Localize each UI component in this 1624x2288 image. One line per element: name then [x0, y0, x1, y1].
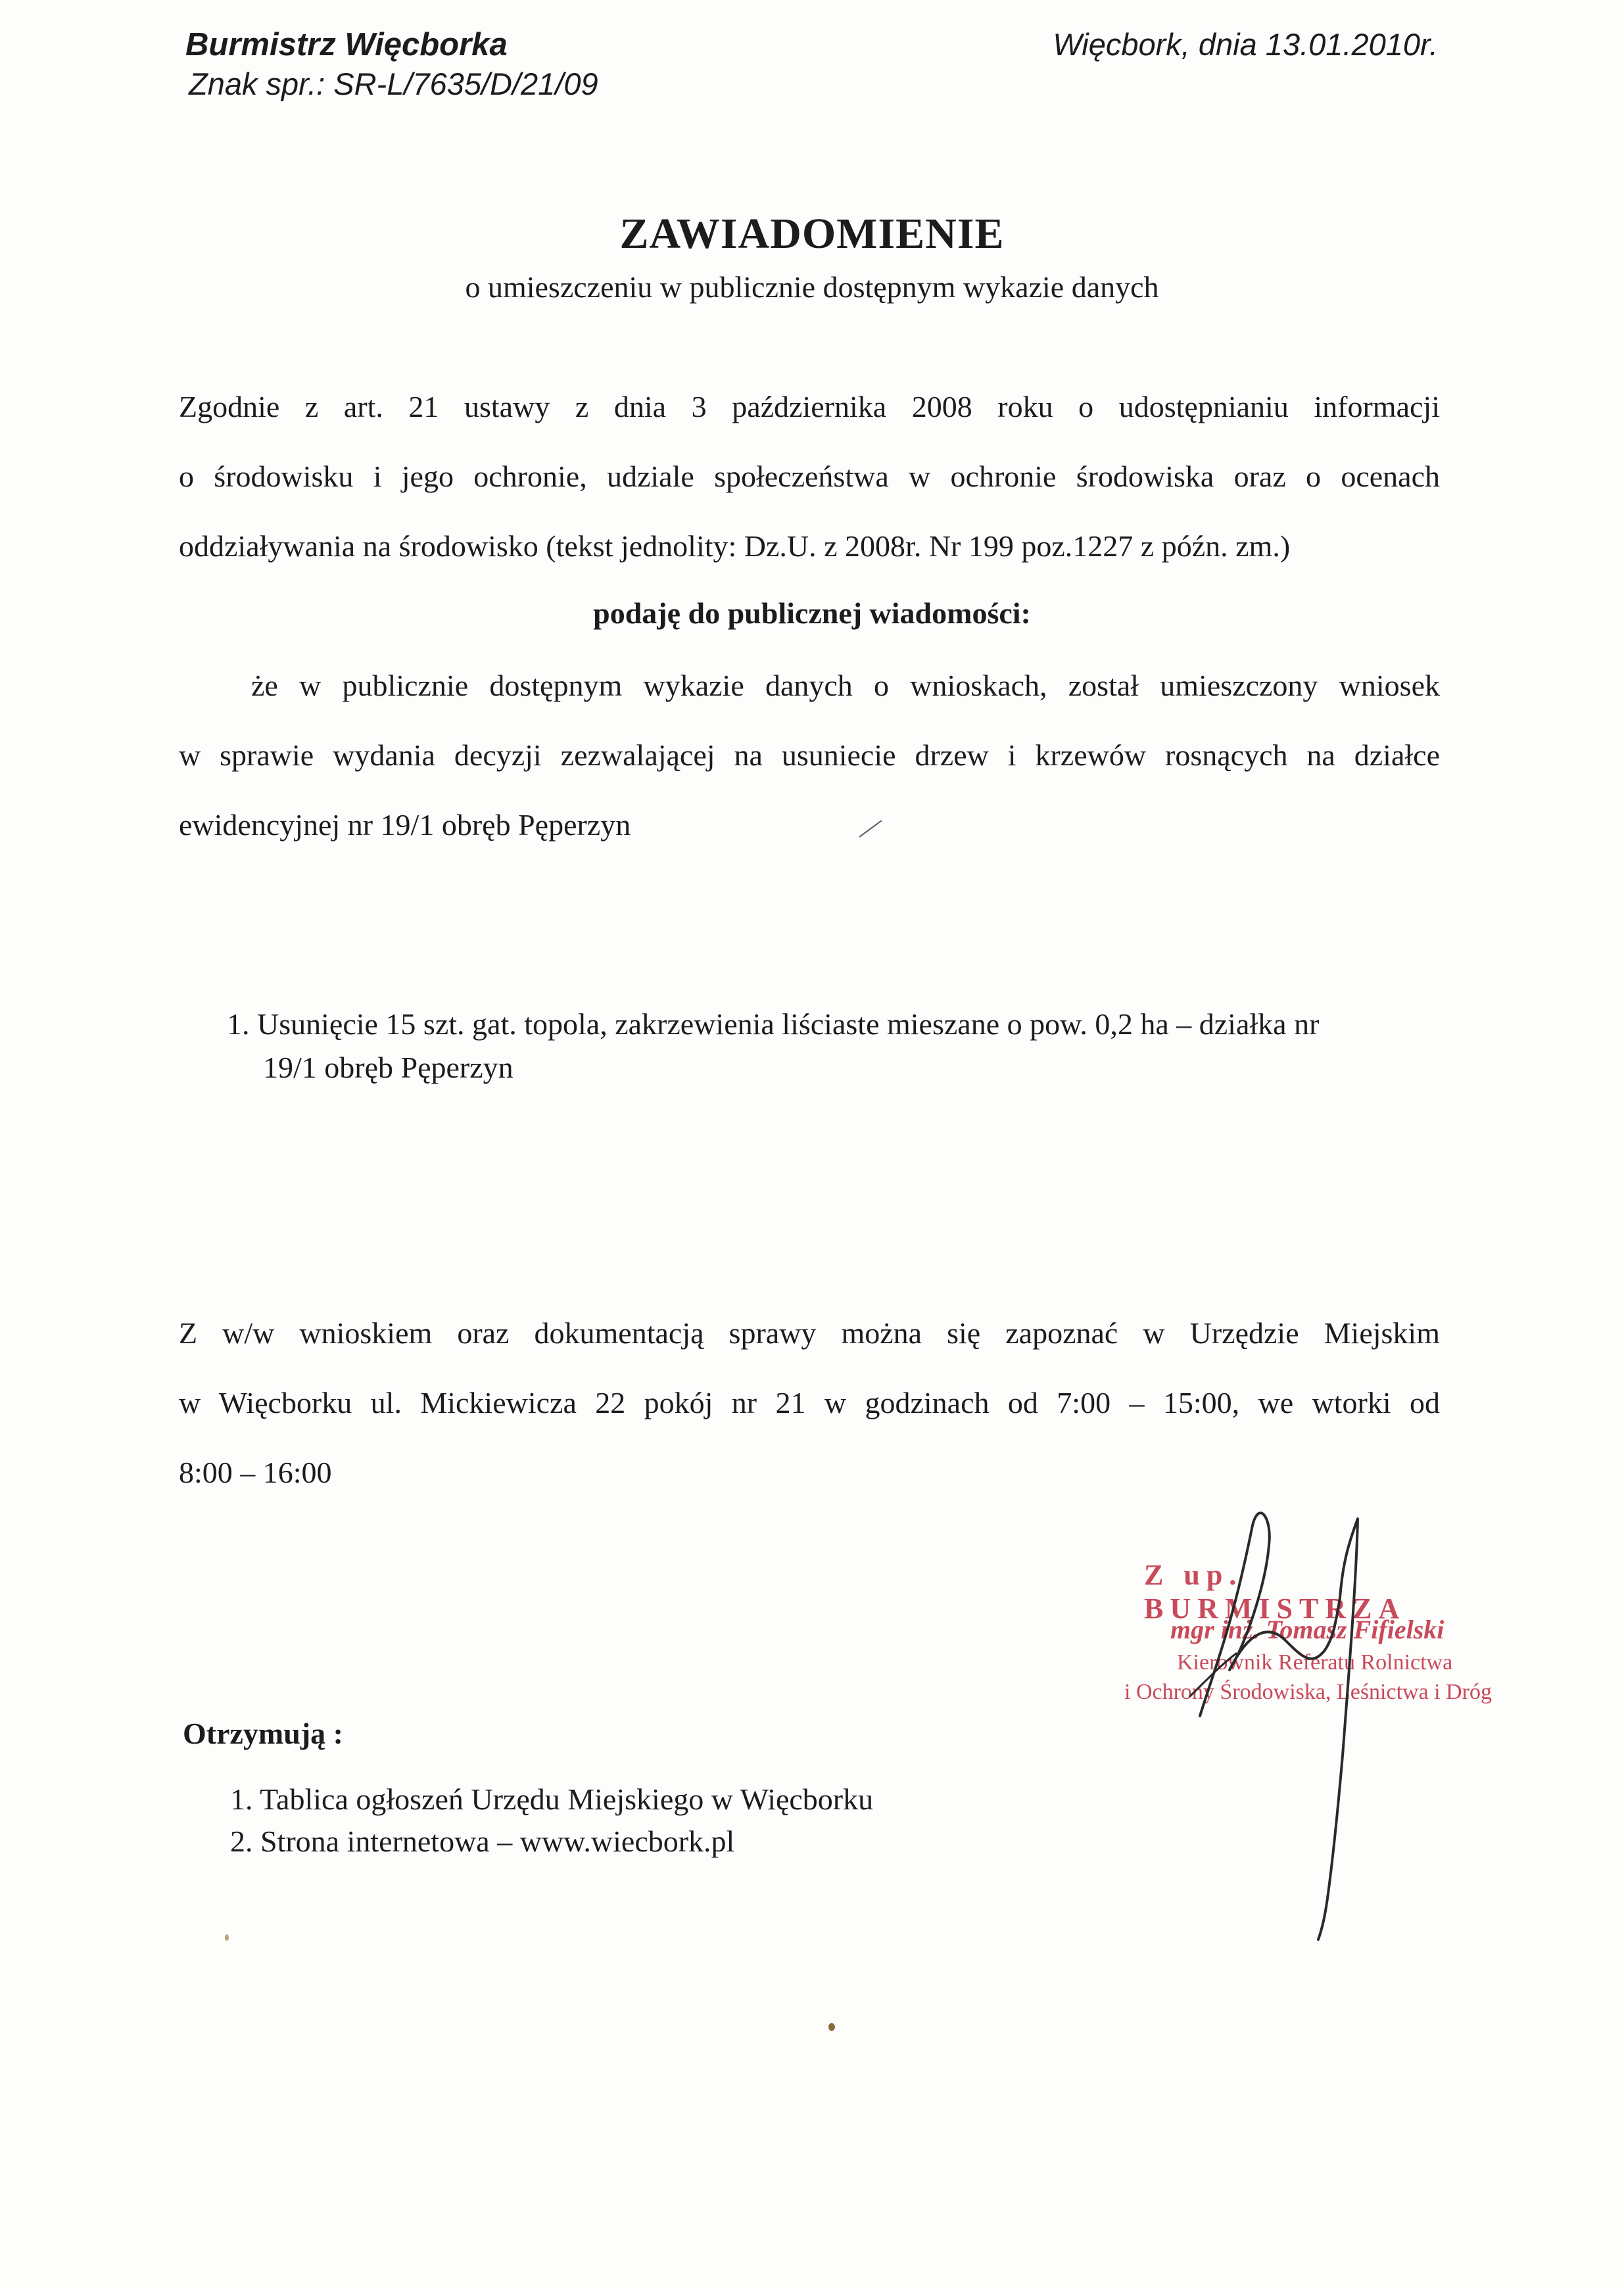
paragraph-line: o środowisku i jego ochronie, udziale społeczeństwa w ochronie środowiska oraz o ocenach: [179, 460, 1440, 493]
announcement-heading: podaję do publicznej wiadomości:: [593, 596, 1031, 630]
scan-speck: [827, 2022, 836, 2032]
notice-paragraph: [179, 651, 1440, 860]
document-title: ZAWIADOMIENIE: [619, 210, 1005, 258]
request-list: [227, 1003, 1443, 1089]
paragraph-line: w Więcborku ul. Mickiewicza 22 pokój nr 21 w godzinach od 7:00 – 15:00, we wtorki od: [179, 1386, 1440, 1419]
scan-speck: [224, 1933, 230, 1942]
paragraph-line: oddziaływania na środowisko (tekst jednolity: Dz.U. z 2008r. Nr 199 poz.1227 z późn. zm.): [179, 529, 1291, 563]
paragraph-line: ewidencyjnej nr 19/1 obręb Pęperzyn: [179, 808, 631, 842]
document-subtitle: o umieszczeniu w publicznie dostępnym wykazie danych: [465, 270, 1159, 304]
paragraph-line: Zgodnie z art. 21 ustawy z dnia 3 października 2008 roku o udostępnianiu informacji: [179, 390, 1440, 423]
recipient-item: 1. Tablica ogłoszeń Urzędu Miejskiego w Więcborku: [230, 1782, 874, 1816]
stamp-line: Z up. BURMISTRZA: [1144, 1559, 1406, 1625]
stamp-line: Kierownik Referatu Rolnictwa: [1177, 1650, 1453, 1675]
recipients-heading: Otrzymują :: [183, 1717, 343, 1750]
paragraph-line: że w publicznie dostępnym wykazie danych o wnioskach, został umieszczony wniosek: [251, 669, 1440, 702]
paragraph-line: 8:00 – 16:00: [179, 1456, 332, 1489]
place-date: Więcbork, dnia 13.01.2010r.: [1053, 27, 1438, 62]
paragraph-line: w sprawie wydania decyzji zezwalającej na usuniecie drzew i krzewów rosnących na działce: [179, 738, 1440, 772]
access-info-paragraph: [179, 1299, 1440, 1508]
pen-mark: [858, 819, 884, 838]
recipient-item: 2. Strona internetowa – www.wiecbork.pl: [230, 1824, 735, 1858]
paragraph-line: Z w/w wnioskiem oraz dokumentacją sprawy można się zapoznać w Urzędzie Miejskim: [179, 1316, 1440, 1350]
list-item-continuation: 19/1 obręb Pęperzyn: [263, 1051, 513, 1084]
legal-basis-paragraph: [179, 372, 1440, 581]
stamp-line: mgr inż. Tomasz Fifielski: [1170, 1615, 1445, 1644]
recipients-list: [230, 1778, 873, 1863]
issuer-name: Burmistrz Więcborka: [185, 27, 508, 62]
case-reference: Znak spr.: SR-L/7635/D/21/09: [189, 66, 598, 101]
list-item: 1. Usunięcie 15 szt. gat. topola, zakrzewienia liściaste mieszane o pow. 0,2 ha – działka nr: [227, 1007, 1320, 1041]
stamp-line: i Ochrony Środowiska, Leśnictwa i Dróg: [1124, 1680, 1493, 1704]
handwritten-signature: [1170, 1499, 1433, 1959]
